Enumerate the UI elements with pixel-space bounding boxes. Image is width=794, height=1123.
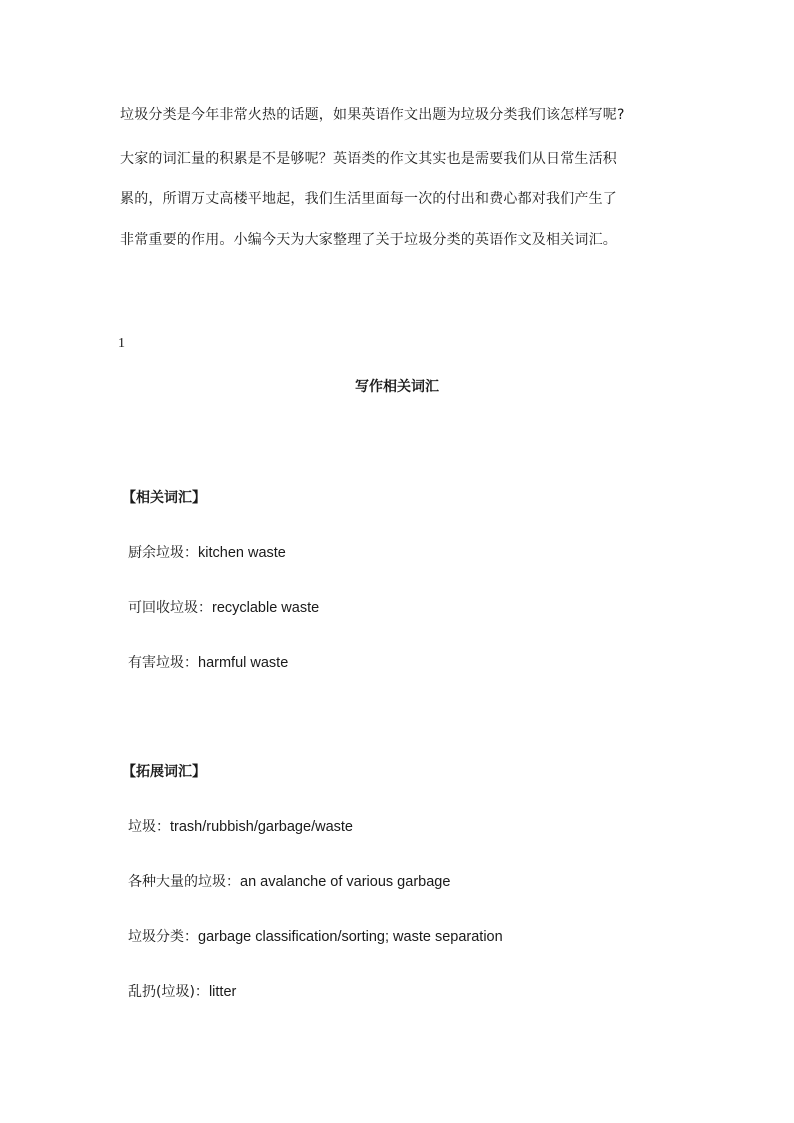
vocab-english: recyclable waste [212, 600, 320, 616]
vocab-english: litter [208, 984, 237, 1000]
vocab-english: trash/rubbish/garbage/waste [170, 819, 353, 835]
intro-line-3: 累的，所谓万丈高楼平地起，我们生活里面每一次的付出和费心都对我们产生了 [120, 191, 617, 207]
vocab-english: harmful waste [198, 655, 289, 671]
vocab-item [128, 653, 288, 673]
vocab-item [128, 927, 503, 947]
vocab-chinese: 厨余垃圾： [128, 545, 198, 561]
vocab-chinese: 有害垃圾： [128, 655, 198, 671]
vocab-chinese: 可回收垃圾： [128, 600, 212, 616]
vocab-item [128, 872, 450, 892]
vocab-chinese: 各种大量的垃圾： [128, 874, 240, 890]
vocab-english: an avalanche of various garbage [240, 874, 451, 890]
vocab-english: kitchen waste [198, 545, 286, 561]
vocab-chinese: 垃圾分类： [128, 929, 198, 945]
page-number: 1 [118, 336, 125, 351]
intro-line-2: 大家的词汇量的积累是不是够呢？英语类的作文其实也是需要我们从日常生活积 [120, 151, 617, 167]
related-vocab-heading: 【相关词汇】 [122, 490, 206, 506]
vocab-item [128, 982, 236, 1002]
vocab-item [128, 817, 353, 837]
extended-vocab-heading: 【拓展词汇】 [122, 764, 206, 780]
vocab-chinese: 垃圾： [128, 819, 170, 835]
intro-line-1: 垃圾分类是今年非常火热的话题，如果英语作文出题为垃圾分类我们该怎样写呢? [120, 107, 625, 123]
vocab-english: garbage classification/sorting; waste separation [198, 929, 503, 945]
vocab-chinese: 乱扔(垃圾)： [128, 984, 209, 1000]
vocab-item [128, 543, 286, 563]
intro-line-4: 非常重要的作用。小编今天为大家整理了关于垃圾分类的英语作文及相关词汇。 [120, 232, 617, 248]
section-title: 写作相关词汇 [355, 379, 439, 395]
vocab-item [128, 598, 319, 618]
